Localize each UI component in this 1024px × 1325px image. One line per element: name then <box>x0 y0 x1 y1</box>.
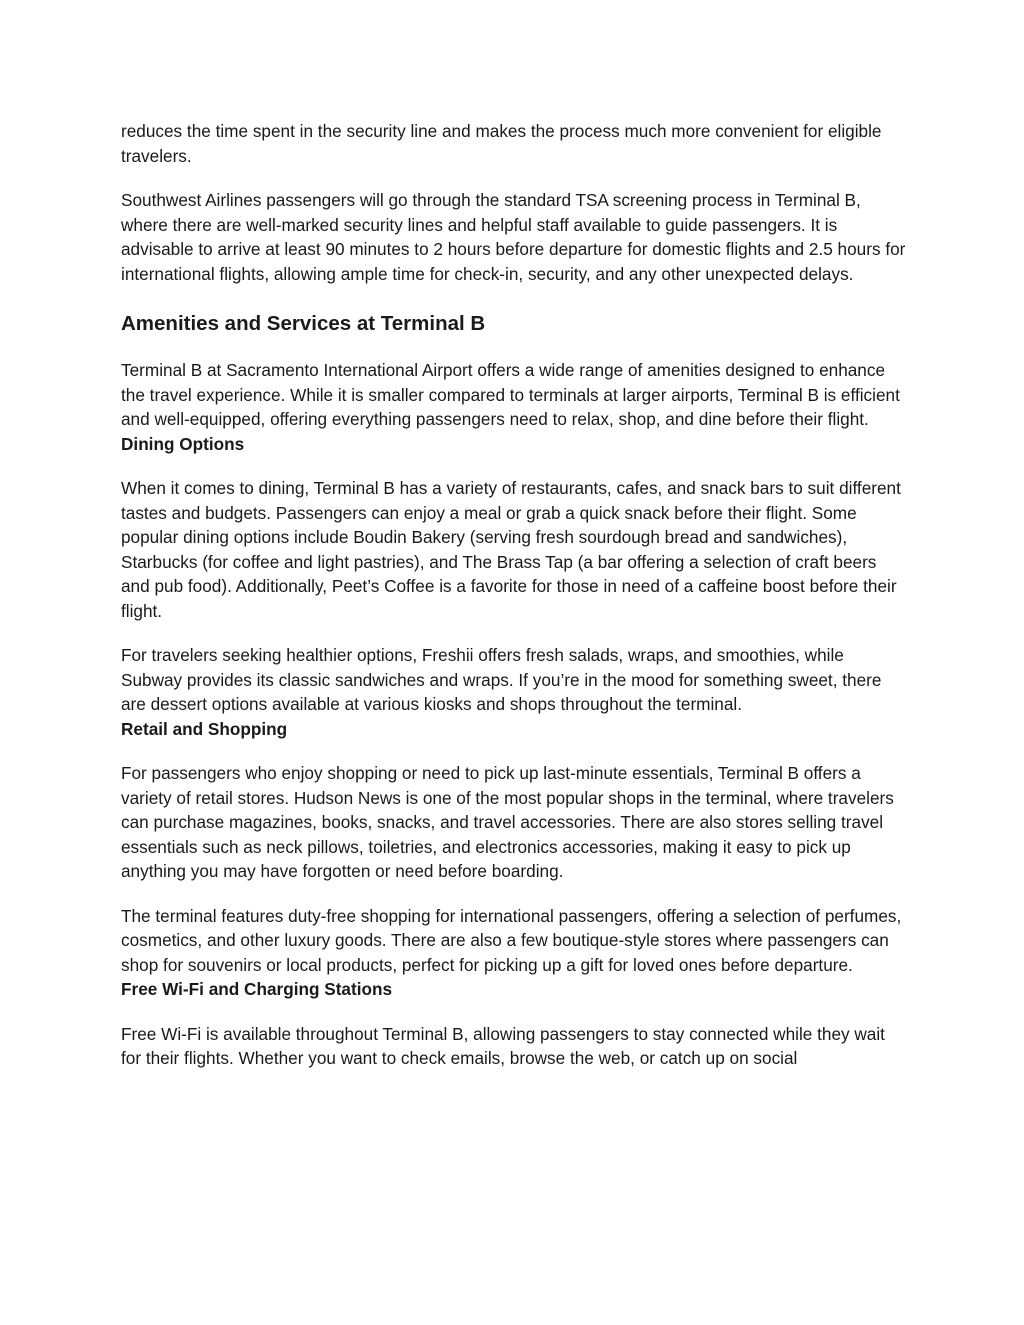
wifi-paragraph-1: Free Wi-Fi is available throughout Terminal B, allowing passengers to stay connected while they wait for their flights. Whether you want to check emails, browse the web, or catch up on social <box>121 1023 885 1068</box>
intro-paragraph-1: reduces the time spent in the security line and makes the process much more convenient for eligible travelers. <box>121 121 882 166</box>
dining-heading: Dining Options <box>121 433 245 454</box>
section-heading: Amenities and Services at Terminal B <box>121 312 486 335</box>
dining-paragraph-2: For travelers seeking healthier options, Freshii offers fresh salads, wraps, and smoothies, while Subway provides its classic sandwiches and wraps. If you’re in the mood for something sweet, there are dessert options available at various kiosks and shops throughout the terminal. <box>121 645 882 714</box>
wifi-heading: Free Wi-Fi and Charging Stations <box>121 979 393 999</box>
retail-paragraph-1: For passengers who enjoy shopping or need to pick up last-minute essentials, Terminal B offers a variety of retail stores. Hudson News is one of the most popular shops in the terminal, where travelers can purchase magazines, books, snacks, and travel accessories. There are also stores selling travel essentials such as neck pillows, toiletries, and electronics accessories, making it easy to pick up anything you may have forgotten or need before boarding. <box>121 763 894 881</box>
document-page <box>121 119 906 1071</box>
dining-paragraph-1: When it comes to dining, Terminal B has a variety of restaurants, cafes, and snack bars to suit different tastes and budgets. Passengers can enjoy a meal or grab a quick snack before their flight. Some popular dining options include Boudin Bakery (serving fresh sourdough bread and sandwiches), Starbucks (for coffee and light pastries), and The Brass Tap (a bar offering a selection of craft beers and pub food). Additionally, Peet’s Coffee is a favorite for those in need of a caffeine boost before their flight. <box>121 478 901 621</box>
section-intro-paragraph: Terminal B at Sacramento International Airport offers a wide range of amenities designed to enhance the travel experience. While it is smaller compared to terminals at larger airports, Terminal B is efficient and well-equipped, offering everything passengers need to relax, shop, and dine before their flight. <box>121 360 900 429</box>
retail-paragraph-2: The terminal features duty-free shopping for international passengers, offering a selection of perfumes, cosmetics, and other luxury goods. There are also a few boutique-style stores where passengers can shop for souvenirs or local products, perfect for picking up a gift for loved ones before departure. <box>121 905 902 975</box>
retail-heading: Retail and Shopping <box>121 718 288 739</box>
intro-paragraph-2: Southwest Airlines passengers will go through the standard TSA screening process in Terminal B, where there are well-marked security lines and helpful staff available to guide passengers. It is advisable to arrive at least 90 minutes to 2 hours before departure for domestic flights and 2.5 hours for international flights, allowing ample time for check-in, security, and any other unexpected delays. <box>121 190 906 284</box>
